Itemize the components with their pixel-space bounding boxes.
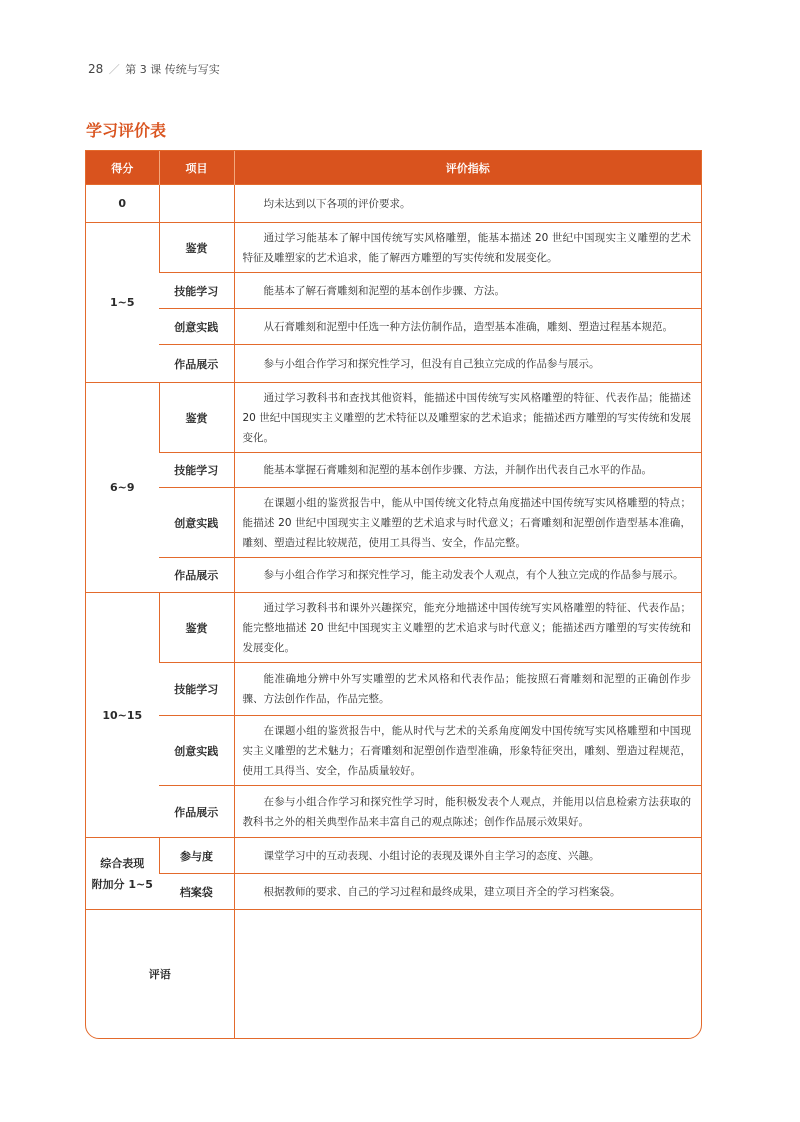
score-cell [86, 838, 159, 910]
evaluation-table [86, 151, 701, 1038]
item-cell: 技能学习 [159, 663, 234, 716]
score-cell: 6~9 [86, 383, 159, 593]
table-row [86, 716, 701, 786]
criteria-cell: 在课题小组的鉴赏报告中，能从时代与艺术的关系角度阐发中国传统写实风格雕塑和中国现实主义雕塑的艺术魅力；石膏雕刻和泥塑创作造型准确，形象特征突出，雕刻、塑造过程规范，使用工具得当、安全，作品质量较好。 [234, 716, 701, 786]
item-cell: 参与度 [159, 838, 234, 874]
item-cell: 技能学习 [159, 273, 234, 309]
table-row [86, 488, 701, 558]
item-cell: 鉴赏 [159, 383, 234, 453]
column-header-criteria: 评价指标 [234, 151, 701, 185]
header-separator: ／ [108, 63, 120, 76]
comment-row [86, 910, 701, 1039]
table-row [86, 345, 701, 383]
score-cell: 1~5 [86, 223, 159, 383]
table-row [86, 309, 701, 345]
item-cell: 作品展示 [159, 786, 234, 838]
item-cell: 作品展示 [159, 345, 234, 383]
criteria-cell: 能准确地分辨中外写实雕塑的艺术风格和代表作品；能按照石膏雕刻和泥塑的正确创作步骤、方法创作作品，作品完整。 [234, 663, 701, 716]
section-title: 学习评价表 [86, 121, 167, 140]
column-header-score: 得分 [86, 151, 159, 185]
item-cell [159, 185, 234, 223]
bonus-score-line-1: 综合表现 [100, 856, 145, 870]
table-row [86, 223, 701, 273]
item-cell: 鉴赏 [159, 593, 234, 663]
criteria-cell: 能基本掌握石膏雕刻和泥塑的基本创作步骤、方法，并制作出代表自己水平的作品。 [234, 453, 701, 488]
comment-field[interactable] [234, 910, 701, 1039]
table-row [86, 453, 701, 488]
lesson-title: 第 3 课 传统与写实 [125, 63, 220, 76]
item-cell: 档案袋 [159, 874, 234, 910]
item-cell: 作品展示 [159, 558, 234, 593]
criteria-cell: 参与小组合作学习和探究性学习，但没有自己独立完成的作品参与展示。 [234, 345, 701, 383]
table-header-row [86, 151, 701, 185]
page-number: 28 [88, 62, 104, 76]
item-cell: 技能学习 [159, 453, 234, 488]
column-header-item: 项目 [159, 151, 234, 185]
criteria-cell: 通过学习教科书和课外兴趣探究，能充分地描述中国传统写实风格雕塑的特征、代表作品；能完整地描述 20 世纪中国现实主义雕塑的艺术追求与时代意义；能描述西方雕塑的写实传统和发展变化。 [234, 593, 701, 663]
table-row [86, 874, 701, 910]
table-row [86, 185, 701, 223]
criteria-cell: 能基本了解石膏雕刻和泥塑的基本创作步骤、方法。 [234, 273, 701, 309]
evaluation-table-frame [85, 150, 702, 1039]
item-cell: 创意实践 [159, 716, 234, 786]
table-row [86, 786, 701, 838]
comment-label: 评语 [86, 910, 234, 1039]
table-row [86, 558, 701, 593]
table-row [86, 838, 701, 874]
criteria-cell: 通过学习能基本了解中国传统写实风格雕塑，能基本描述 20 世纪中国现实主义雕塑的艺术特征及雕塑家的艺术追求，能了解西方雕塑的写实传统和发展变化。 [234, 223, 701, 273]
item-cell: 创意实践 [159, 488, 234, 558]
table-row [86, 383, 701, 453]
item-cell: 创意实践 [159, 309, 234, 345]
item-cell: 鉴赏 [159, 223, 234, 273]
criteria-cell: 根据教师的要求、自己的学习过程和最终成果，建立项目齐全的学习档案袋。 [234, 874, 701, 910]
criteria-cell: 通过学习教科书和查找其他资料，能描述中国传统写实风格雕塑的特征、代表作品；能描述 20 世纪中国现实主义雕塑的艺术特征以及雕塑家的艺术追求；能描述西方雕塑的写实传统和发展变化。 [234, 383, 701, 453]
score-cell: 0 [86, 185, 159, 223]
criteria-cell: 在课题小组的鉴赏报告中，能从中国传统文化特点角度描述中国传统写实风格雕塑的特点；能描述 20 世纪中国现实主义雕塑的艺术追求与时代意义；石膏雕刻和泥塑创作造型基本准确，雕刻、塑造过程比较规范，使用工具得当、安全，作品完整。 [234, 488, 701, 558]
score-cell: 10~15 [86, 593, 159, 838]
table-row [86, 593, 701, 663]
bonus-score-line-2: 附加分 1~5 [91, 877, 153, 891]
table-row [86, 273, 701, 309]
criteria-cell: 参与小组合作学习和探究性学习，能主动发表个人观点，有个人独立完成的作品参与展示。 [234, 558, 701, 593]
page-header [88, 61, 220, 77]
criteria-cell: 课堂学习中的互动表现、小组讨论的表现及课外自主学习的态度、兴趣。 [234, 838, 701, 874]
criteria-cell: 从石膏雕刻和泥塑中任选一种方法仿制作品，造型基本准确，雕刻、塑造过程基本规范。 [234, 309, 701, 345]
criteria-cell: 在参与小组合作学习和探究性学习时，能积极发表个人观点，并能用以信息检索方法获取的教科书之外的相关典型作品来丰富自己的观点陈述；创作作品展示效果好。 [234, 786, 701, 838]
table-row [86, 663, 701, 716]
criteria-cell: 均未达到以下各项的评价要求。 [234, 185, 701, 223]
